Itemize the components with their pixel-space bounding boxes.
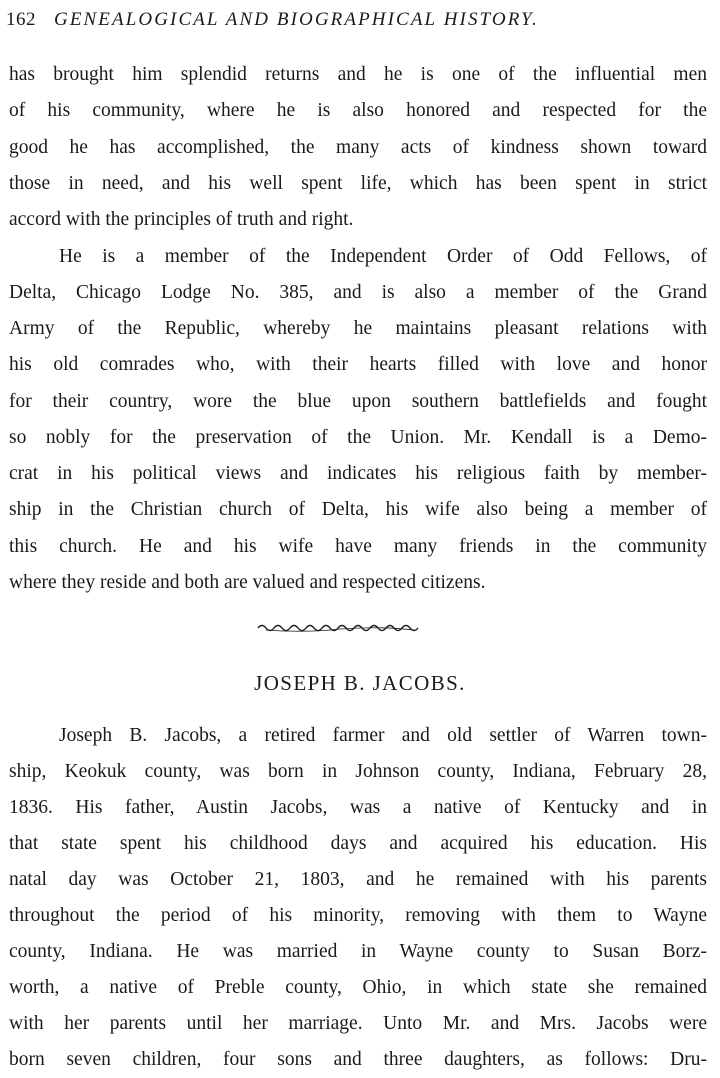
text-line: worth, a native of Preble county, Ohio, in which state she remained <box>9 977 707 998</box>
running-title: GENEALOGICAL AND BIOGRAPHICAL HISTORY. <box>54 9 539 30</box>
text-line: where they reside and both are valued and respected citizens. <box>9 572 486 593</box>
text-line: throughout the period of his minority, removing with them to Wayne <box>9 905 707 926</box>
text-line: has brought him splendid returns and he is one of the influential men <box>9 64 707 85</box>
text-line: born seven children, four sons and three daughters, as follows: Dru- <box>9 1049 707 1070</box>
text-line: 1836. His father, Austin Jacobs, was a native of Kentucky and in <box>9 797 707 818</box>
text-line: Delta, Chicago Lodge No. 385, and is also a member of the Grand <box>9 282 707 303</box>
text-line: ship in the Christian church of Delta, his wife also being a member of <box>9 499 707 520</box>
text-line: of his community, where he is also honored and respected for the <box>9 100 707 121</box>
text-line: good he has accomplished, the many acts of kindness shown toward <box>9 137 707 158</box>
text-line: those in need, and his well spent life, which has been spent in strict <box>9 173 707 194</box>
text-line: natal day was October 21, 1803, and he remained with his parents <box>9 869 707 890</box>
text-line: this church. He and his wife have many friends in the community <box>9 536 707 557</box>
text-line: county, Indiana. He was married in Wayne county to Susan Borz- <box>9 941 707 962</box>
text-line: so nobly for the preservation of the Union. Mr. Kendall is a Demo- <box>9 427 707 448</box>
text-line: He is a member of the Independent Order of Odd Fellows, of <box>59 246 707 267</box>
section-title: JOSEPH B. JACOBS. <box>254 671 466 695</box>
text-line: accord with the principles of truth and right. <box>9 209 354 230</box>
text-line: Joseph B. Jacobs, a retired farmer and old settler of Warren town- <box>59 725 707 746</box>
text-line: Army of the Republic, whereby he maintains pleasant relations with <box>9 318 707 339</box>
wavy-divider-ornament <box>256 622 424 634</box>
text-line: for their country, wore the blue upon southern battlefields and fought <box>9 391 707 412</box>
text-line: with her parents until her marriage. Unto Mr. and Mrs. Jacobs were <box>9 1013 707 1034</box>
text-line: that state spent his childhood days and acquired his education. His <box>9 833 707 854</box>
text-line: crat in his political views and indicates his religious faith by member- <box>9 463 707 484</box>
text-line: his old comrades who, with their hearts filled with love and honor <box>9 354 707 375</box>
running-head <box>6 5 706 35</box>
text-line: ship, Keokuk county, was born in Johnson county, Indiana, February 28, <box>9 761 707 782</box>
page-number: 162 <box>6 9 36 30</box>
